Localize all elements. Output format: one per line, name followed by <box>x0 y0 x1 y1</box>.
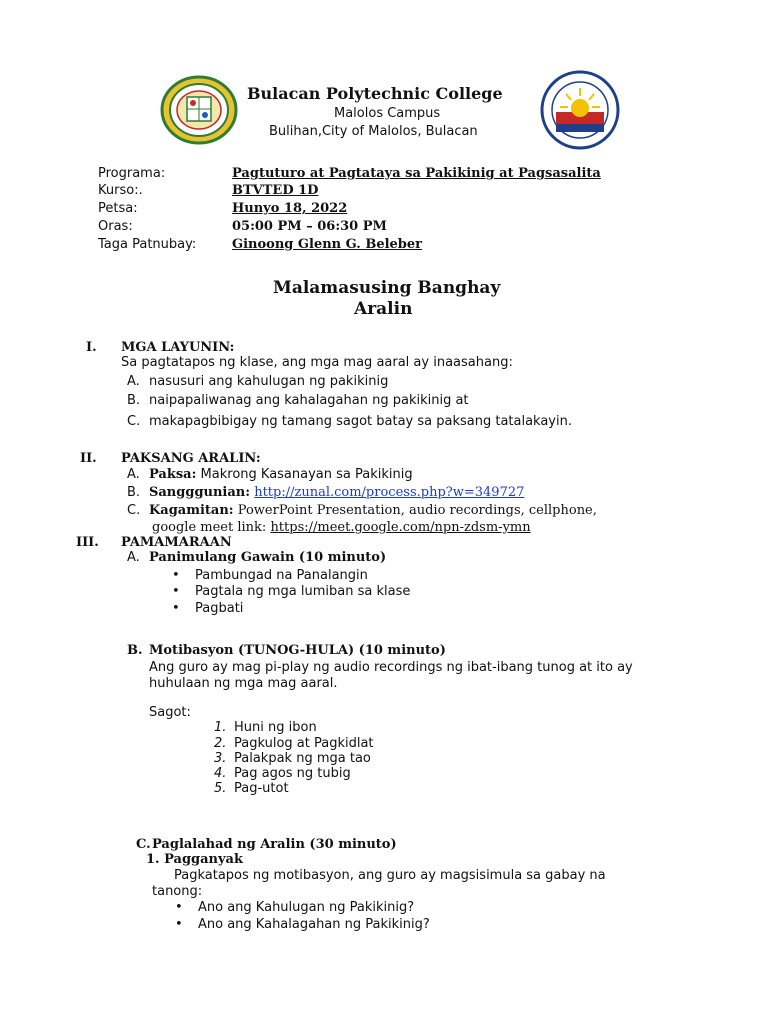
answer-number: 4. <box>214 766 227 781</box>
sec1-heading: MGA LAYUNIN: <box>121 340 235 355</box>
sec3-b-letter: B. <box>127 643 143 658</box>
college-address: Bulihan,City of Malolos, Bulacan <box>269 124 478 139</box>
sec3-heading: PAMAMARAAN <box>121 535 232 550</box>
sec3-c-letter: C. <box>136 837 151 852</box>
info-label-programa: Programa: <box>98 166 166 181</box>
doc-title-line2: Aralin <box>354 299 413 319</box>
answer-text: Huni ng ibon <box>234 720 317 735</box>
sec3-c1-desc-line2: tanong: <box>152 884 203 899</box>
sec3-a-item-3: Pagbati <box>195 601 244 616</box>
answer-number: 3. <box>214 751 227 766</box>
sec2-item-a <box>149 467 413 482</box>
sec3-c1-item-2: Ano ang Kahalagahan ng Pakikinig? <box>198 917 430 932</box>
sec2-heading: PAKSANG ARALIN: <box>121 451 261 466</box>
info-value-programa: Pagtuturo at Pagtataya sa Pakikinig at Pagsasalita <box>232 166 601 181</box>
sec3-a-heading: Panimulang Gawain (10 minuto) <box>149 550 387 565</box>
sec1-item-c-letter: C. <box>127 414 141 429</box>
bullet-icon: • <box>172 584 180 599</box>
sec2-item-c-letter: C. <box>127 503 141 518</box>
sec2-item-c-line2 <box>152 520 531 535</box>
answer-text: Pag-utot <box>234 781 289 796</box>
sec3-b-heading: Motibasyon (TUNOG-HULA) (10 minuto) <box>149 643 446 658</box>
sec3-a-letter: A. <box>127 550 140 565</box>
info-label-oras: Oras: <box>98 219 133 234</box>
answer-number: 2. <box>214 736 227 751</box>
bullet-icon: • <box>175 917 183 932</box>
bullet-icon: • <box>175 900 183 915</box>
sec1-item-a: nasusuri ang kahulugan ng pakikinig <box>149 374 389 389</box>
sec1-number: I. <box>86 340 97 355</box>
google-meet-label: google meet link: <box>152 520 267 535</box>
sanggunian-link[interactable]: http://zunal.com/process.php?w=349727 <box>254 485 525 500</box>
info-label-taga-patnubay: Taga Patnubay: <box>98 237 197 252</box>
answer-text: Palakpak ng mga tao <box>234 751 371 766</box>
sec1-item-b-letter: B. <box>127 393 141 408</box>
google-meet-link[interactable]: https://meet.google.com/npn-zdsm-ymn <box>270 520 531 535</box>
sec2-item-b-letter: B. <box>127 485 141 500</box>
campus-name: Malolos Campus <box>334 106 441 121</box>
sec1-item-a-letter: A. <box>127 374 140 389</box>
college-name: Bulacan Polytechnic College <box>247 84 503 103</box>
answer-text: Pagkulog at Pagkidlat <box>234 736 374 751</box>
bullet-icon: • <box>172 568 180 583</box>
doc-title-line1: Malamasusing Banghay <box>273 278 501 298</box>
info-label-petsa: Petsa: <box>98 201 138 216</box>
kagamitan-value: PowerPoint Presentation, audio recordings, cellphone, <box>237 503 597 518</box>
sec1-intro: Sa pagtatapos ng klase, ang mga mag aaral ay inaasahang: <box>121 355 513 370</box>
answer-number: 5. <box>214 781 227 796</box>
sagot-label: Sagot: <box>149 705 191 720</box>
kagamitan-label: Kagamitan: <box>149 503 234 518</box>
info-label-kurso: Kurso:. <box>98 183 143 198</box>
sec2-item-b <box>149 485 524 500</box>
sec2-item-c <box>149 503 597 518</box>
info-value-taga-patnubay: Ginoong Glenn G. Beleber <box>232 237 423 252</box>
sec3-a-item-1: Pambungad na Panalangin <box>195 568 368 583</box>
sec3-number: III. <box>76 535 99 550</box>
sec1-item-b: naipapaliwanag ang kahalagahan ng pakikinig at <box>149 393 469 408</box>
sec3-c1-item-1: Ano ang Kahulugan ng Pakikinig? <box>198 900 415 915</box>
sec2-number: II. <box>80 451 97 466</box>
info-value-petsa: Hunyo 18, 2022 <box>232 201 348 216</box>
ched-seal-logo <box>540 70 620 150</box>
sanggunian-label: Sangggunian: <box>149 485 251 500</box>
bpc-seal-logo <box>160 75 238 145</box>
info-value-oras: 05:00 PM – 06:30 PM <box>232 219 387 234</box>
paksa-label: Paksa: <box>149 467 197 482</box>
sec3-b-desc-line2: huhulaan ng mga mag aaral. <box>149 676 338 691</box>
answer-number: 1. <box>214 720 227 735</box>
paksa-value: Makrong Kasanayan sa Pakikinig <box>200 467 413 482</box>
sec3-c1-desc-line1: Pagkatapos ng motibasyon, ang guro ay magsisimula sa gabay na <box>174 868 606 883</box>
sec3-b-desc-line1: Ang guro ay mag pi-play ng audio recordings ng ibat-ibang tunog at ito ay <box>149 660 633 675</box>
bullet-icon: • <box>172 601 180 616</box>
answer-text: Pag agos ng tubig <box>234 766 351 781</box>
sec3-c1-heading: 1. Pagganyak <box>146 852 243 867</box>
sec2-item-a-letter: A. <box>127 467 140 482</box>
sec3-a-item-2: Pagtala ng mga lumiban sa klase <box>195 584 411 599</box>
sec3-c-heading: Paglalahad ng Aralin (30 minuto) <box>152 837 397 852</box>
sec1-item-c: makapagbibigay ng tamang sagot batay sa paksang tatalakayin. <box>149 414 572 429</box>
info-value-kurso: BTVTED 1D <box>232 183 319 198</box>
